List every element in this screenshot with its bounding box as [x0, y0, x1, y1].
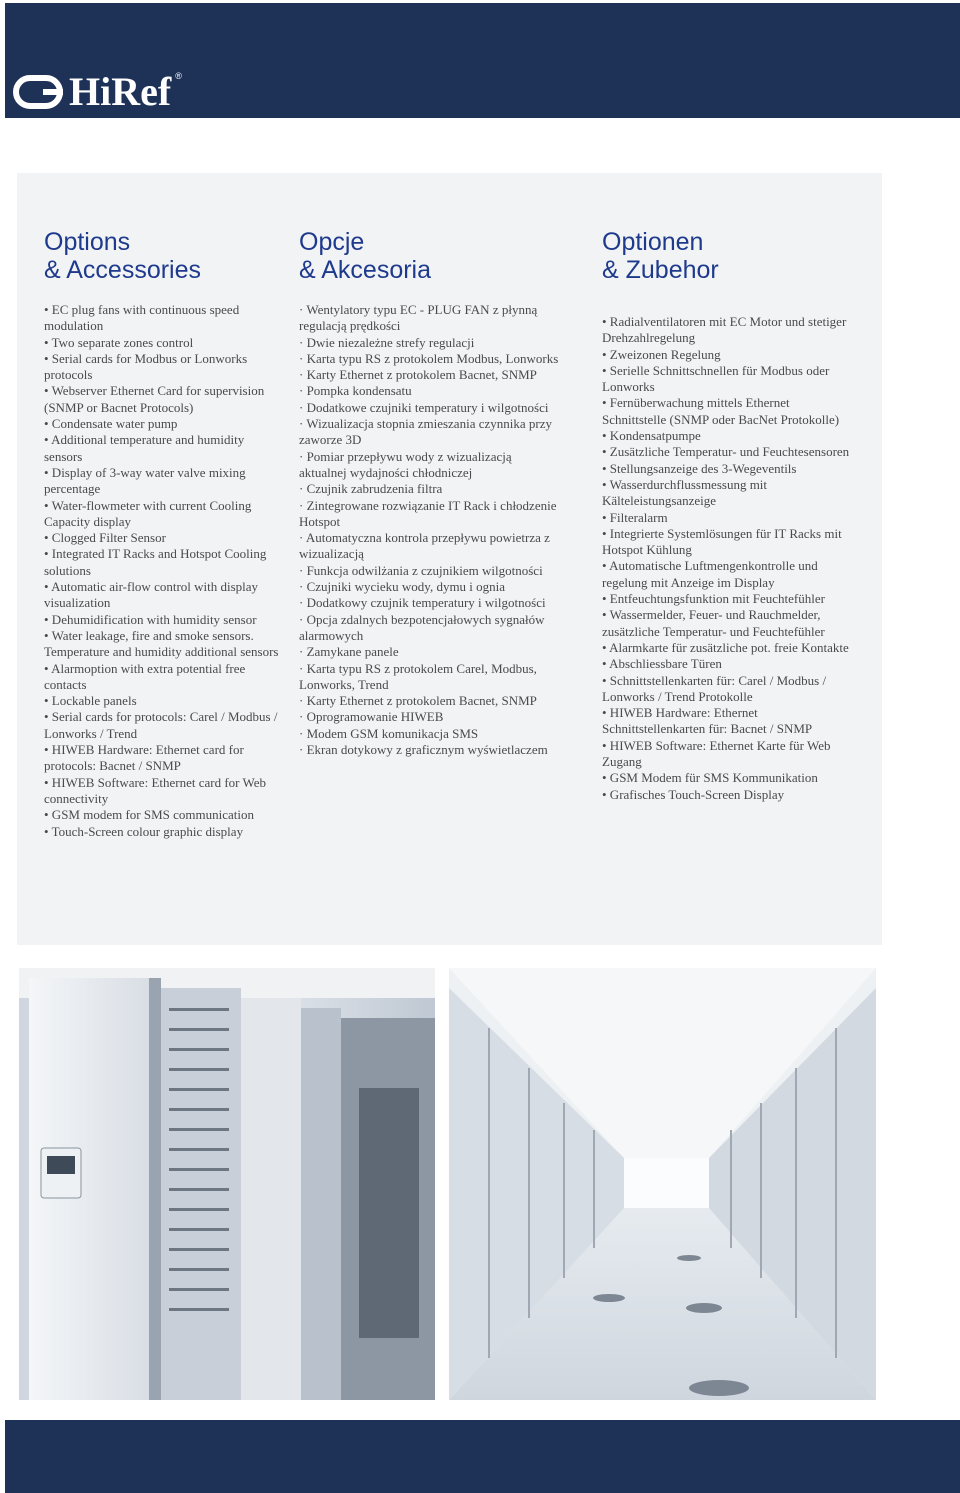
- list-item: • Alarmoption with extra potential free contacts: [44, 660, 246, 692]
- list-item: · Zintegrowane rozwiązanie IT Rack i chłodzenie Hotspot: [299, 497, 557, 529]
- list-item: · Czujniki wycieku wody, dymu i ognia: [299, 579, 506, 595]
- list-item: · Wentylatory typu EC - PLUG FAN z płynną regulacją prędkości: [299, 302, 538, 334]
- list-item: • HIWEB Software: Ethernet Karte für Web Zugang: [602, 737, 831, 770]
- list-item: • Alarmkarte für zusätzliche pot. freie Kontakte: [602, 639, 849, 655]
- hiref-logo: [13, 67, 182, 117]
- options-list: [44, 302, 284, 840]
- datacenter-aisle-illustration: [449, 968, 876, 1400]
- list-item: · Modem GSM komunikacja SMS: [299, 725, 479, 741]
- list-item: • Schnittstellenkarten für: Carel / Modbus / Lonworks / Trend Protokolle: [602, 672, 827, 704]
- heading-line-1: Opcje: [299, 228, 365, 256]
- list-item: · Wizualizacja stopnia zmieszania czynnika przy zaworze 3D: [299, 416, 552, 448]
- heading-line-2: & Akcesoria: [299, 256, 432, 284]
- list-item: • Integrierte Systemlösungen für IT Racks mit Hotspot Kühlung: [602, 525, 842, 558]
- heading-line-1: Optionen: [602, 228, 704, 256]
- list-item: • Water leakage, fire and smoke sensors. Temperature and humidity additional sensors: [44, 627, 279, 660]
- registered-mark: ®: [175, 71, 182, 81]
- list-item: • Wassermelder, Feuer- und Rauchmelder, zusätzliche Temperatur- und Feuchtefühler: [602, 607, 825, 639]
- list-item: • Integrated IT Racks and Hotspot Cooling solutions: [44, 546, 267, 578]
- list-item: · Ekran dotykowy z graficznym wyświetlaczem: [299, 742, 548, 758]
- opcje-list: [299, 302, 559, 758]
- list-item: · Karta typu RS z protokolem Carel, Modbus, Lonworks, Trend: [299, 660, 537, 692]
- list-item: • Grafisches Touch-Screen Display: [602, 786, 785, 802]
- list-item: • Serielle Schnittschnellen für Modbus oder Lonworks: [602, 362, 830, 395]
- list-item: • Automatic air-flow control with display visualization: [44, 579, 259, 611]
- list-item: · Pomiar przepływu wody z wizualizacją aktualnej wydajności chłodniczej: [299, 448, 512, 480]
- list-item: · Dodatkowe czujniki temperatury i wilgotności: [299, 399, 549, 415]
- list-item: • Display of 3-way water valve mixing percentage: [44, 464, 246, 497]
- list-item: • Webserver Ethernet Card for supervision (SNMP or Bacnet Protocols): [44, 383, 265, 415]
- list-item: • Zusätzliche Temperatur- und Feuchtesensoren: [602, 444, 850, 460]
- rack-closeup-illustration: [19, 968, 435, 1400]
- list-item: • Entfeuchtungsfunktion mit Feuchtefühler: [602, 591, 825, 607]
- list-item: • Condensate water pump: [44, 416, 178, 432]
- column-polish: [299, 228, 559, 758]
- list-item: • HIWEB Hardware: Ethernet card for protocols: Bacnet / SNMP: [44, 742, 244, 774]
- hiref-logo-icon: [13, 72, 65, 112]
- list-item: • GSM Modem für SMS Kommunikation: [602, 770, 818, 786]
- list-item: • Zweizonen Regelung: [602, 346, 721, 362]
- list-item: • HIWEB Hardware: Ethernet Schnittstellenkarten für: Bacnet / SNMP: [602, 705, 813, 737]
- photo-datacenter-aisle: [449, 968, 876, 1400]
- list-item: · Karta typu RS z protokolem Modbus, Lonworks: [299, 350, 559, 366]
- heading-options: [44, 228, 284, 284]
- logo-wordmark: HiRef: [69, 69, 172, 114]
- heading-line-2: & Zubehor: [602, 256, 719, 284]
- list-item: • Wasserdurchflussmessung mit Kälteleistungsanzeige: [602, 476, 768, 509]
- list-item: · Karty Ethernet z protokolem Bacnet, SNMP: [299, 693, 537, 709]
- list-item: · Funkcja odwilżania z czujnikiem wilgotności: [299, 562, 543, 578]
- list-item: • Fernüberwachung mittels Ethernet Schnittstelle (SNMP oder BacNet Protokolle): [602, 395, 840, 427]
- heading-line-2: & Accessories: [44, 256, 202, 284]
- list-item: · Pompka kondensatu: [299, 383, 412, 399]
- list-item: · Opcja zdalnych bezpotencjałowych sygnałów alarmowych: [299, 611, 545, 643]
- optionen-list: [602, 314, 852, 803]
- list-item: • Two separate zones control: [44, 334, 194, 350]
- list-item: • Filteralarm: [602, 509, 668, 525]
- footer-bar: [5, 1420, 960, 1493]
- list-item: • Dehumidification with humidity sensor: [44, 611, 257, 627]
- heading-line-1: Options: [44, 228, 131, 256]
- list-item: · Dwie niezależne strefy regulacji: [299, 334, 475, 350]
- column-german: [602, 228, 852, 803]
- list-item: • Radialventilatoren mit EC Motor und stetiger Drehzahlregelung: [602, 314, 847, 346]
- list-item: • Abschliessbare Türen: [602, 656, 722, 672]
- list-item: • Water-flowmeter with current Cooling Capacity display: [44, 497, 252, 529]
- photo-rack-closeup: [19, 968, 435, 1400]
- heading-optionen: [602, 228, 852, 284]
- list-item: • Kondensatpumpe: [602, 428, 701, 444]
- list-item: · Zamykane panele: [299, 644, 399, 660]
- list-item: • Stellungsanzeige des 3-Wegeventils: [602, 460, 797, 476]
- header-bar: [5, 3, 960, 118]
- list-item: • Automatische Luftmengenkontrolle und regelung mit Anzeige im Display: [602, 558, 818, 590]
- list-item: • Serial cards for protocols: Carel / Modbus / Lonworks / Trend: [44, 709, 278, 741]
- list-item: • Serial cards for Modbus or Lonworks protocols: [44, 350, 248, 383]
- heading-opcje: [299, 228, 559, 284]
- list-item: • Lockable panels: [44, 693, 137, 709]
- list-item: · Oprogramowanie HIWEB: [299, 709, 444, 725]
- list-item: • Clogged Filter Sensor: [44, 530, 166, 546]
- list-item: • EC plug fans with continuous speed modulation: [44, 302, 240, 334]
- list-item: · Dodatkowy czujnik temperatury i wilgotności: [299, 595, 546, 611]
- list-item: · Karty Ethernet z protokolem Bacnet, SNMP: [299, 367, 537, 383]
- list-item: • GSM modem for SMS communication: [44, 807, 255, 823]
- list-item: • Additional temperature and humidity sensors: [44, 432, 245, 464]
- list-item: • HIWEB Software: Ethernet card for Web connectivity: [44, 774, 267, 806]
- column-english: [44, 228, 284, 840]
- list-item: · Automatyczna kontrola przepływu powietrza z wizualizacją: [299, 530, 550, 562]
- list-item: • Touch-Screen colour graphic display: [44, 823, 244, 839]
- list-item: · Czujnik zabrudzenia filtra: [299, 481, 443, 497]
